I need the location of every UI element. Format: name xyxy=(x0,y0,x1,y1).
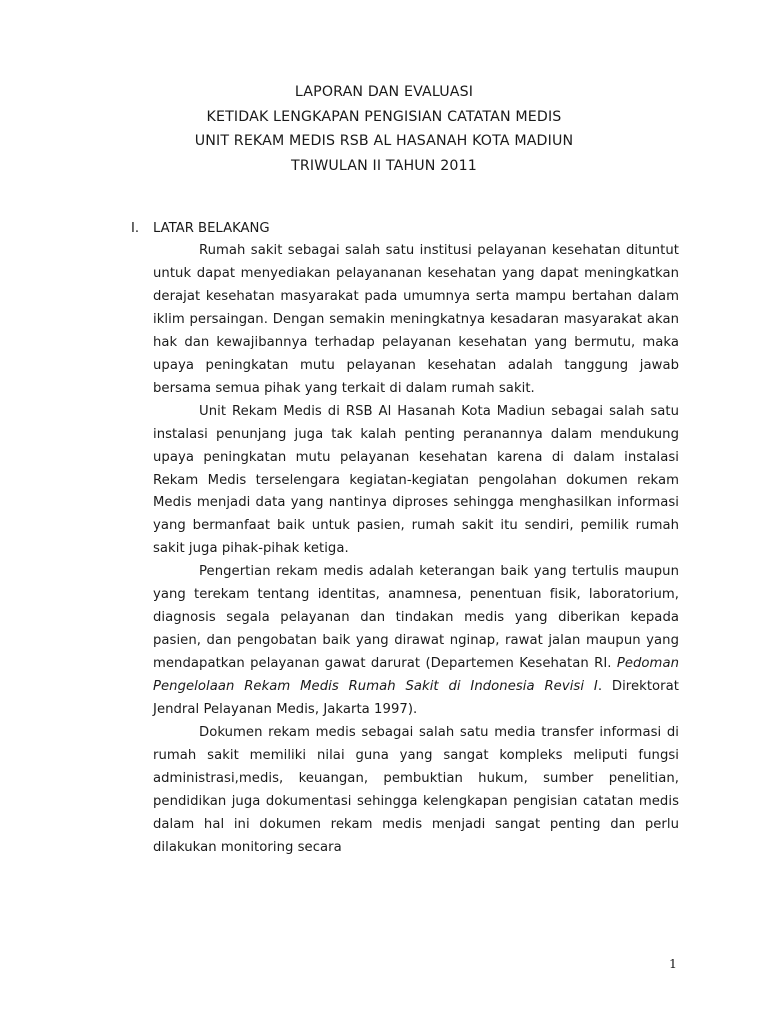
title-line-1: LAPORAN DAN EVALUASI xyxy=(294,84,474,100)
section-number: I. xyxy=(131,221,140,236)
paragraph-4: Dokumen rekam medis sebagai salah satu media transfer informasi di rumah sakit memiliki nilai guna yang sangat kompleks meliputi fungsi administrasi,medis, keuangan, pembuktian hukum, sumber penelitian, pendidikan juga dokumentasi sehingga kelengkapan pengisian catatan medis dalam hal ini dokumen rekam medis menjadi sangat penting dan perlu dilakukan monitoring secara xyxy=(153,725,679,855)
section-heading-text: LATAR BELAKANG xyxy=(153,221,270,236)
paragraph-1: Rumah sakit sebagai salah satu institusi pelayanan kesehatan dituntut untuk dapat menyediakan pelayananan kesehatan yang dapat meningkatkan derajat kesehatan masyarakat pada umumnya serta mampu bertahan dalam iklim persaingan. Dengan semakin meningkatnya kesadaran masyarakat akan hak dan kewajibannya terhadap pelayanan kesehatan yang bermutu, maka upaya peningkatan mutu pelayanan kesehatan adalah tanggung jawab bersama semua pihak yang terkait di dalam rumah sakit. xyxy=(153,243,679,396)
paragraph-3 xyxy=(153,561,679,722)
title-line-3: UNIT REKAM MEDIS RSB AL HASANAH KOTA MADIUN xyxy=(194,133,574,150)
paragraph-3-citation-title: Pedoman Pengelolaan Rekam Medis Rumah Sakit di Indonesia Revisi I xyxy=(153,656,679,695)
page-number: 1 xyxy=(669,956,677,971)
section-latar-belakang xyxy=(131,218,679,860)
section-heading xyxy=(131,218,679,240)
title-line-4: TRIWULAN II TAHUN 2011 xyxy=(291,157,477,174)
title-line-2: KETIDAK LENGKAPAN PENGISIAN CATATAN MEDIS xyxy=(206,108,562,125)
paragraph-3-text-end: . Direktorat Jendral Pelayanan Medis, Jakarta 1997). xyxy=(153,679,679,718)
paragraph-3-text-start: Pengertian rekam medis adalah keterangan baik yang tertulis maupun yang terekam tentang identitas, anamnesa, penentuan fisik, laboratorium, diagnosis segala pelayanan dan tindakan medis yang diberikan kepada pasien, dan pengobatan baik yang dirawat nginap, rawat jalan maupun yang mendapatkan pelayanan gawat darurat (Departemen Kesehatan RI. xyxy=(153,564,679,672)
document-title xyxy=(0,80,768,178)
section-body xyxy=(153,240,679,860)
paragraph-2: Unit Rekam Medis di RSB Al Hasanah Kota Madiun sebagai salah satu instalasi penunjang juga tak kalah penting peranannya dalam mendukung upaya peningkatan mutu pelayanan kesehatan karena di dalam instalasi Rekam Medis terselengara kegiatan-kegiatan pengolahan dokumen rekam Medis menjadi data yang nantinya diproses sehingga menghasilkan informasi yang bermanfaat baik untuk pasien, rumah sakit itu sendiri, pemilik rumah sakit juga pihak-pihak ketiga. xyxy=(153,403,679,557)
